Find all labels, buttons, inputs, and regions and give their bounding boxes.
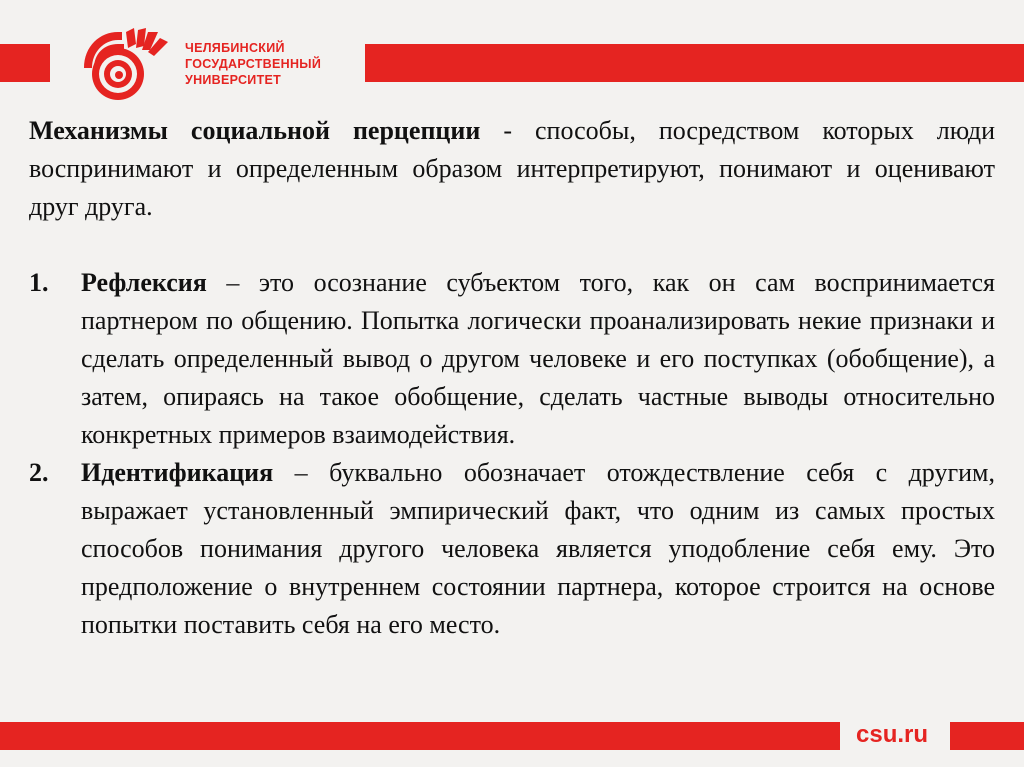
- logo-line-1: ЧЕЛЯБИНСКИЙ: [185, 41, 285, 55]
- list-item-number: 2.: [29, 458, 49, 487]
- mechanisms-list: [29, 264, 995, 644]
- university-logo: [64, 26, 364, 104]
- list-item-number: 1.: [29, 268, 49, 297]
- site-url: csu.ru: [856, 721, 929, 748]
- list-item-term: Рефлексия: [81, 268, 207, 297]
- footer-bar-right: [950, 722, 1024, 750]
- logo-line-2: ГОСУДАРСТВЕННЫЙ: [185, 57, 322, 71]
- university-name: [185, 40, 321, 88]
- intro-paragraph: [29, 112, 995, 226]
- list-item-term: Идентификация: [81, 458, 274, 487]
- logo-line-3: УНИВЕРСИТЕТ: [185, 73, 282, 87]
- header-bar-left: [0, 44, 50, 82]
- intro-term: Механизмы социальной перцепции: [29, 116, 481, 145]
- footer-bar-left: [0, 722, 840, 750]
- slide-content: [29, 112, 995, 644]
- list-item: [29, 264, 995, 454]
- list-item-text: – это осознание субъектом того, как он сам воспринимается партнером по общению. Попытка логически проанализировать некие признаки и сделать определенный вывод о другом человеке и его поступках (обобщение), а затем, опираясь на такое обобщение, сделать частные выводы относительно конкретных примеров взаимодействия.: [81, 268, 995, 449]
- list-item: [29, 454, 995, 644]
- intro-definition: - способы, посредством которых люди воспринимают и определенным образом интерпретируют, понимают и оценивают друг друга.: [29, 116, 996, 221]
- header-bar-right: [365, 44, 1024, 82]
- university-emblem-icon: [78, 28, 170, 102]
- list-item-text: – буквально обозначает отождествление себя с другим, выражает установленный эмпирический факт, что одним из самых простых способов понимания другого человека является уподобление себя ему. Это предположение о внутреннем состоянии партнера, которое строится на основе попытки поставить себя на его место.: [81, 458, 995, 639]
